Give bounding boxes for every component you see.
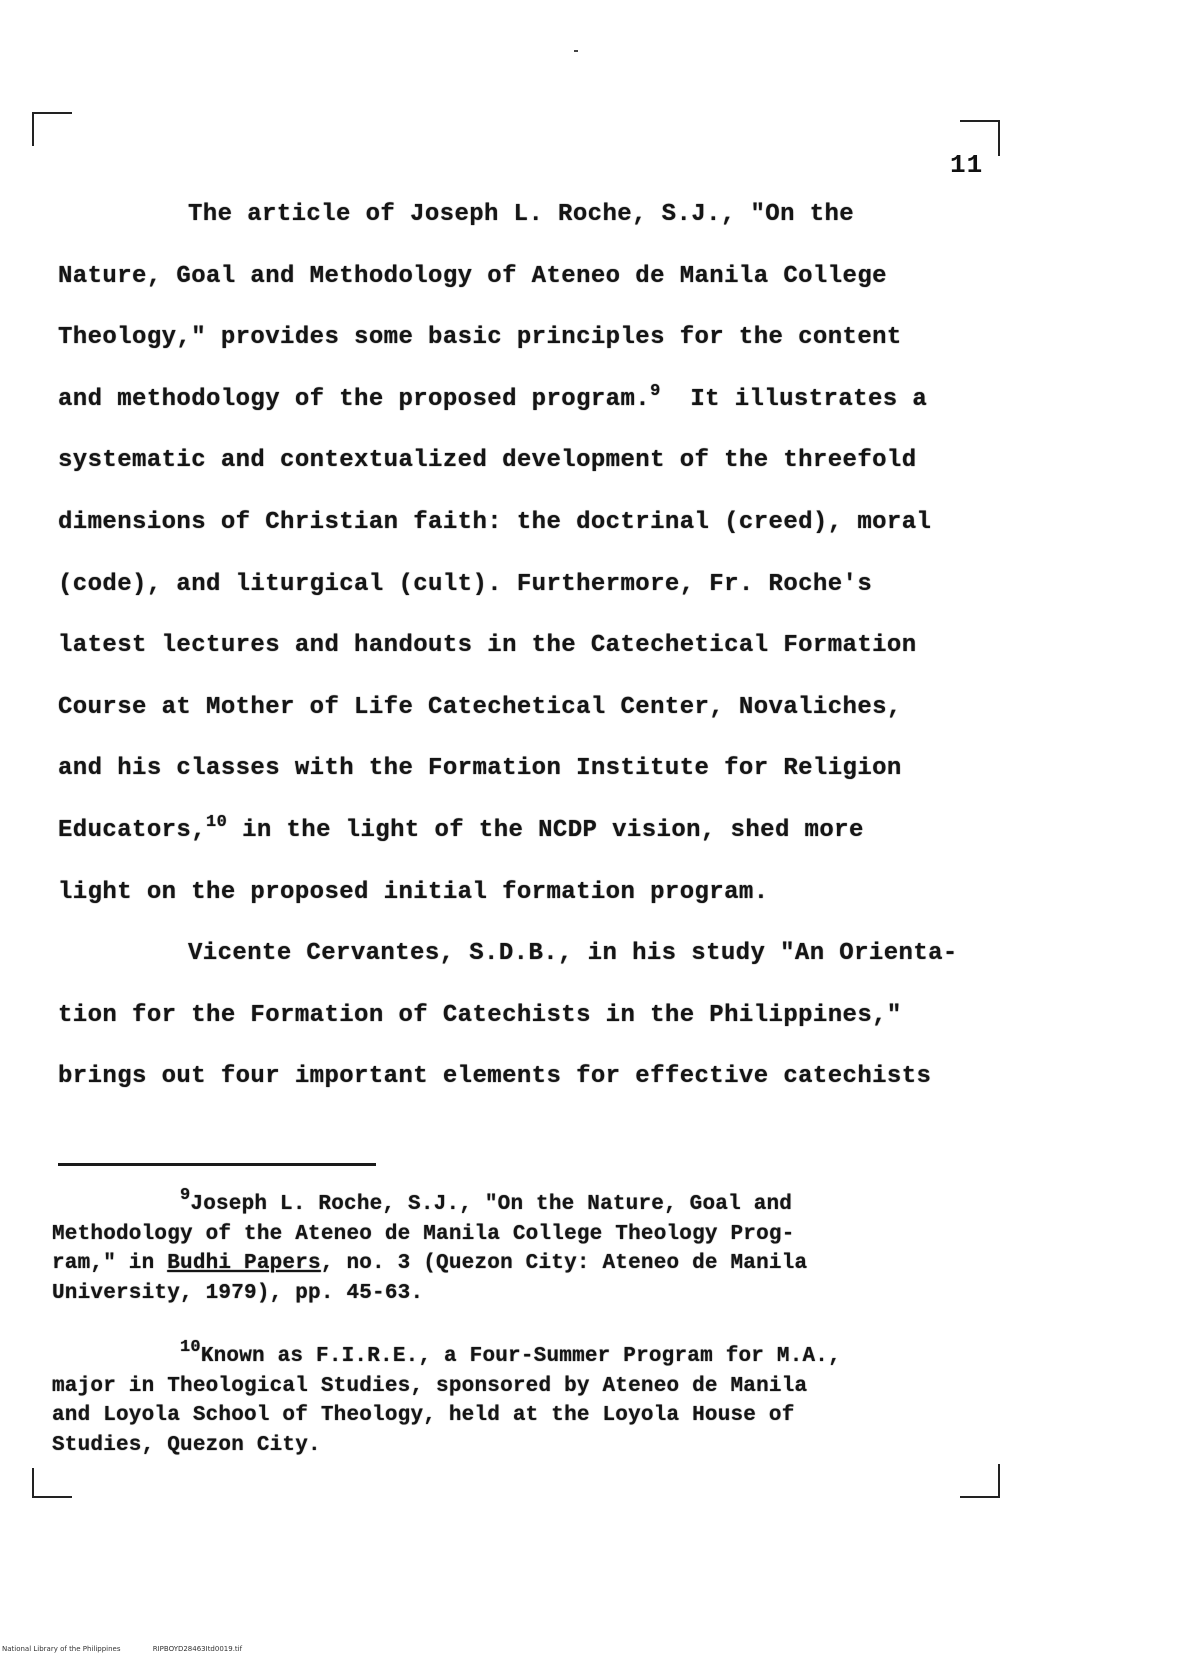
body-line: (code), and liturgical (cult). Furthermore, Fr. Roche's <box>58 570 873 598</box>
footnote-9-line <box>52 1186 1002 1220</box>
body-line: brings out four important elements for effective catechists <box>58 1063 932 1091</box>
crop-mark-bottom-left <box>32 1468 72 1498</box>
footnote-ref-9: 9 <box>650 381 661 401</box>
footnote-10-text: Known as F.I.R.E., a Four-Summer Program for M.A., <box>200 1345 841 1368</box>
footnote-10-line: and Loyola School of Theology, held at the Loyola House of <box>52 1404 795 1427</box>
body-line <box>58 381 998 447</box>
footnote-9-text: Joseph L. Roche, S.J., "On the Nature, Goal and <box>190 1193 793 1216</box>
scan-footer-library: National Library of the Philippines <box>2 1645 121 1653</box>
footnote-9-marker: 9 <box>180 1186 191 1205</box>
footnotes <box>52 1186 1002 1460</box>
body-line: latest lectures and handouts in the Catechetical Formation <box>58 632 917 660</box>
footnote-separator <box>58 1163 376 1166</box>
body-line: tion for the Formation of Catechists in the Philippines," <box>58 1001 902 1029</box>
body-line: Nature, Goal and Methodology of Ateneo de Manila College <box>58 262 887 290</box>
footnote-gap <box>52 1308 1002 1342</box>
body-line <box>58 812 998 878</box>
scan-footer <box>2 1645 272 1653</box>
footnote-10-line: major in Theological Studies, sponsored by Ateneo de Manila <box>52 1374 808 1398</box>
body-line: Vicente Cervantes, S.D.B., in his study "An Orienta- <box>188 940 958 968</box>
crop-mark-top-left <box>32 112 72 146</box>
crop-mark-bottom-right <box>960 1464 1000 1498</box>
body-line: and his classes with the Formation Institute for Religion <box>58 755 902 783</box>
body-text <box>58 200 998 1124</box>
body-line: The article of Joseph L. Roche, S.J., "On the <box>188 201 855 228</box>
footnote-10-line: Studies, Quezon City. <box>52 1433 321 1457</box>
scan-footer-file: RIPBOYD28463Itd0019.tif <box>152 1645 243 1653</box>
footnote-9-text: , no. 3 (Quezon City: Ateneo de Manila <box>320 1252 808 1275</box>
footnote-9-line: Methodology of the Ateneo de Manila College Theology Prog- <box>52 1222 795 1246</box>
footnote-ref-10: 10 <box>206 812 228 832</box>
body-line-part: It illustrates a <box>690 385 928 413</box>
footnote-10-marker: 10 <box>180 1338 201 1357</box>
footnote-10-line <box>52 1338 1002 1372</box>
body-line-part: Educators, <box>58 816 207 844</box>
footnote-9-text: ram," in <box>52 1252 168 1275</box>
page-number: 11 <box>950 150 984 180</box>
footnote-9-line: University, 1979), pp. 45-63. <box>52 1281 424 1305</box>
body-line-part: and methodology of the proposed program. <box>58 385 651 413</box>
footnote-9-line <box>52 1249 1002 1279</box>
body-line-part: in the light of the NCDP vision, shed more <box>242 816 864 844</box>
body-line: Theology," provides some basic principles for the content <box>58 324 902 352</box>
scan-speck <box>574 50 578 52</box>
footnote-9-source-title: Budhi Papers <box>167 1252 321 1275</box>
body-line: dimensions of Christian faith: the doctrinal (creed), moral <box>58 508 932 536</box>
body-line: Course at Mother of Life Catechetical Center, Novaliches, <box>58 693 902 721</box>
body-line: systematic and contextualized development of the threefold <box>58 447 917 475</box>
body-line: light on the proposed initial formation program. <box>58 878 769 906</box>
